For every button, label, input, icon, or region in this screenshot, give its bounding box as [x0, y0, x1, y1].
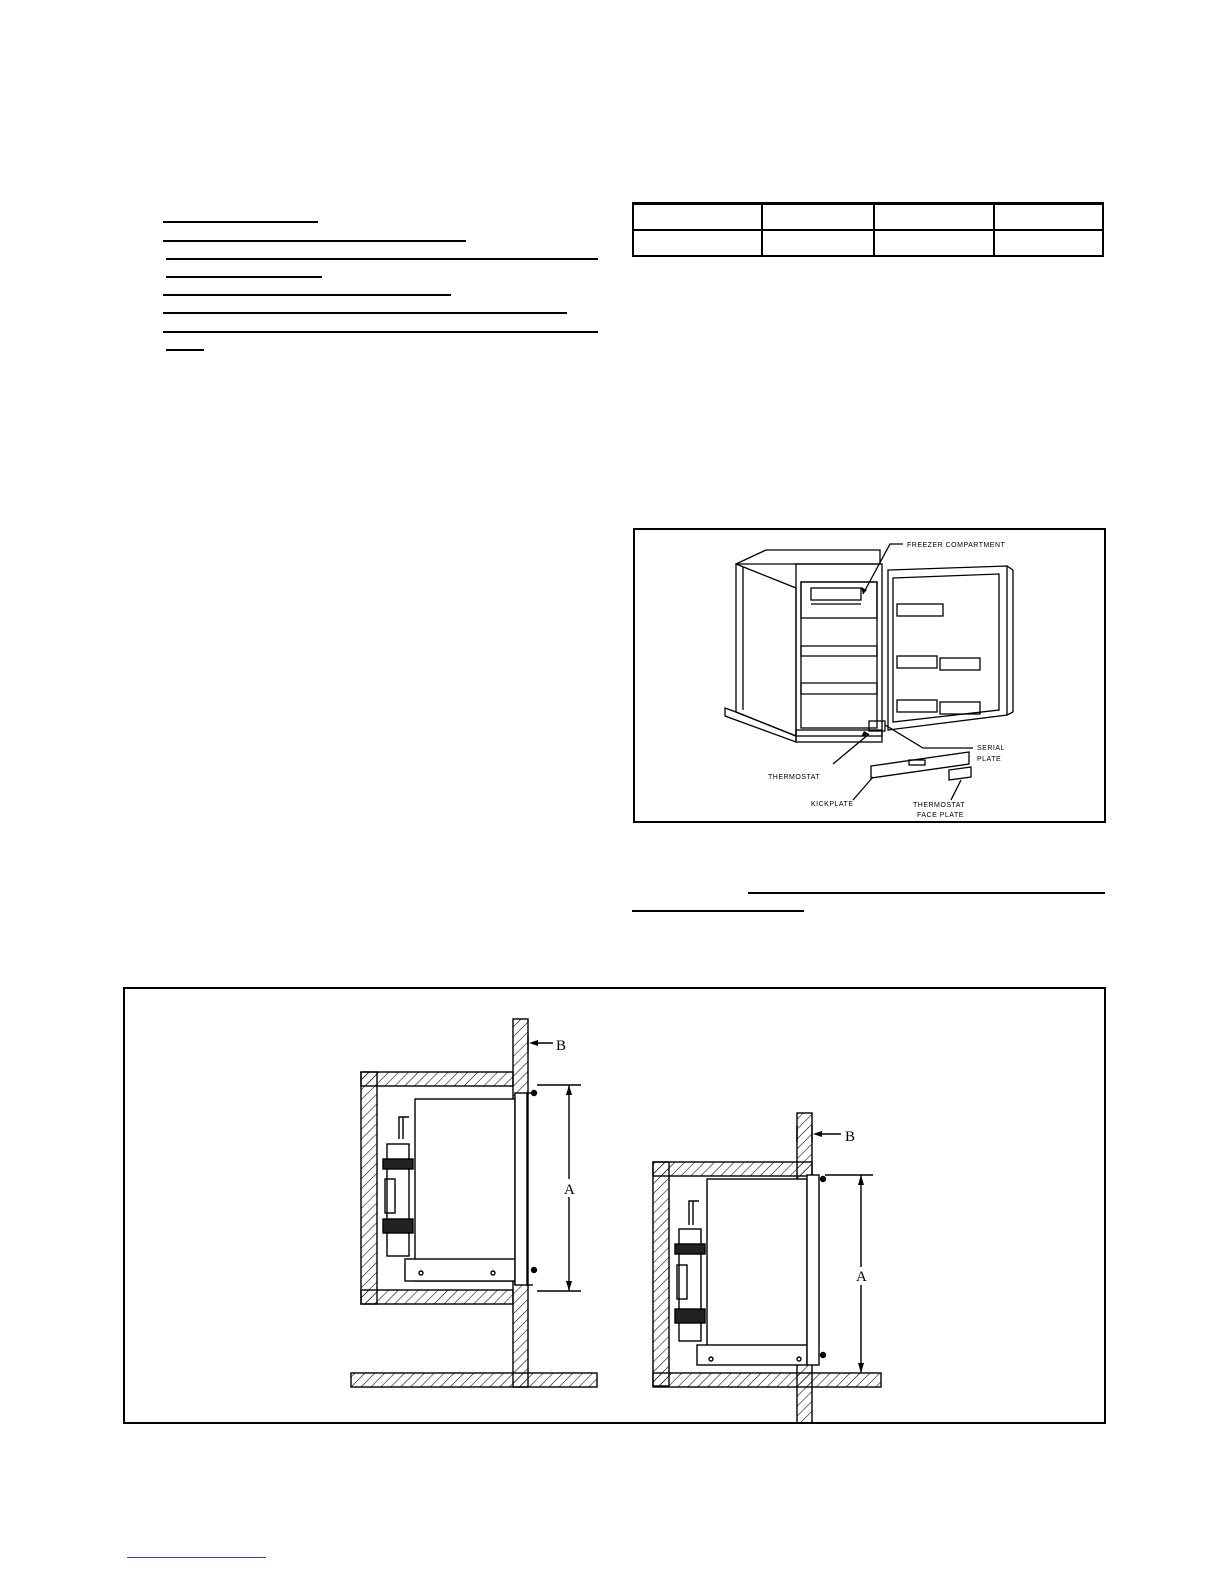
footer-link[interactable] — [127, 1557, 266, 1558]
text-line — [166, 258, 598, 260]
refrigerator-figure — [633, 528, 1106, 823]
label-thermostat: THERMOSTAT — [768, 774, 821, 781]
text-line — [163, 240, 466, 242]
caption-line — [632, 910, 804, 912]
dimension-b-label: B — [845, 1129, 856, 1145]
table-cell — [874, 230, 994, 256]
table-cell — [762, 204, 874, 231]
label-serial: SERIAL — [977, 745, 1005, 752]
label-plate: PLATE — [977, 756, 1002, 763]
dimension-a-label: A — [856, 1269, 867, 1285]
caption-line — [748, 892, 1105, 894]
table-row — [633, 204, 1103, 231]
table-cell — [633, 230, 762, 256]
table-cell — [633, 204, 762, 231]
dimension-a-label: A — [564, 1182, 575, 1198]
text-line — [163, 312, 567, 314]
table-cell — [994, 204, 1103, 231]
label-face-plate: FACE PLATE — [917, 812, 964, 819]
left-section — [351, 1019, 597, 1387]
table-cell — [994, 230, 1103, 256]
table-cell — [874, 204, 994, 231]
text-line — [163, 294, 451, 296]
label-kickplate: KICKPLATE — [811, 801, 854, 808]
installation-diagram — [125, 989, 1104, 1422]
spec-table — [632, 202, 1104, 257]
installation-figure — [123, 987, 1106, 1424]
text-line — [166, 349, 204, 351]
table-row — [633, 230, 1103, 256]
label-freezer-compartment: FREEZER COMPARTMENT — [907, 542, 1006, 549]
right-section — [653, 1113, 881, 1422]
table-cell — [762, 230, 874, 256]
text-line — [163, 331, 598, 333]
text-line — [163, 221, 318, 223]
text-line — [166, 276, 322, 278]
label-thermostat-face: THERMOSTAT — [913, 802, 966, 809]
dimension-b-label: B — [556, 1038, 567, 1054]
refrigerator-illustration — [635, 530, 1104, 821]
